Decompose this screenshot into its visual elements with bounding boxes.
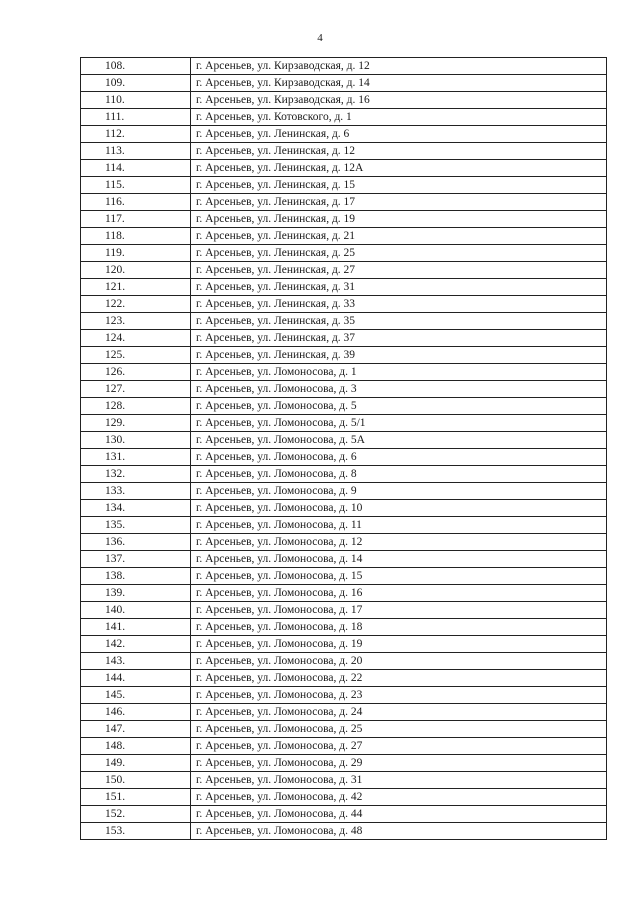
table-row (81, 653, 607, 670)
row-number: 111. (81, 109, 191, 126)
table-row (81, 568, 607, 585)
table-row (81, 466, 607, 483)
row-number: 152. (81, 806, 191, 823)
row-address: г. Арсеньев, ул. Ломоносова, д. 19 (191, 636, 607, 653)
table-row (81, 806, 607, 823)
row-number: 122. (81, 296, 191, 313)
table-row (81, 636, 607, 653)
row-address: г. Арсеньев, ул. Ленинская, д. 39 (191, 347, 607, 364)
table-row (81, 772, 607, 789)
row-number: 128. (81, 398, 191, 415)
row-number: 144. (81, 670, 191, 687)
row-address: г. Арсеньев, ул. Ленинская, д. 37 (191, 330, 607, 347)
row-number: 136. (81, 534, 191, 551)
row-number: 115. (81, 177, 191, 194)
table-row (81, 347, 607, 364)
row-address: г. Арсеньев, ул. Кирзаводская, д. 14 (191, 75, 607, 92)
row-number: 119. (81, 245, 191, 262)
table-row (81, 415, 607, 432)
row-address: г. Арсеньев, ул. Ломоносова, д. 44 (191, 806, 607, 823)
row-address: г. Арсеньев, ул. Ломоносова, д. 24 (191, 704, 607, 721)
row-number: 108. (81, 58, 191, 75)
row-address: г. Арсеньев, ул. Ломоносова, д. 6 (191, 449, 607, 466)
row-number: 140. (81, 602, 191, 619)
table-row (81, 602, 607, 619)
table-row (81, 721, 607, 738)
row-address: г. Арсеньев, ул. Ломоносова, д. 16 (191, 585, 607, 602)
address-table-body (81, 58, 607, 840)
table-row (81, 228, 607, 245)
row-number: 112. (81, 126, 191, 143)
row-number: 132. (81, 466, 191, 483)
row-address: г. Арсеньев, ул. Ломоносова, д. 20 (191, 653, 607, 670)
table-row (81, 109, 607, 126)
row-address: г. Арсеньев, ул. Ломоносова, д. 3 (191, 381, 607, 398)
row-address: г. Арсеньев, ул. Ломоносова, д. 10 (191, 500, 607, 517)
table-row (81, 551, 607, 568)
row-address: г. Арсеньев, ул. Ломоносова, д. 14 (191, 551, 607, 568)
table-row (81, 330, 607, 347)
row-address: г. Арсеньев, ул. Кирзаводская, д. 16 (191, 92, 607, 109)
table-row (81, 585, 607, 602)
row-number: 118. (81, 228, 191, 245)
row-number: 142. (81, 636, 191, 653)
row-number: 134. (81, 500, 191, 517)
row-number: 124. (81, 330, 191, 347)
row-number: 117. (81, 211, 191, 228)
row-address: г. Арсеньев, ул. Ломоносова, д. 29 (191, 755, 607, 772)
row-address: г. Арсеньев, ул. Ломоносова, д. 31 (191, 772, 607, 789)
row-number: 145. (81, 687, 191, 704)
row-number: 138. (81, 568, 191, 585)
table-row (81, 126, 607, 143)
row-address: г. Арсеньев, ул. Ломоносова, д. 11 (191, 517, 607, 534)
table-row (81, 211, 607, 228)
row-address: г. Арсеньев, ул. Ломоносова, д. 27 (191, 738, 607, 755)
row-number: 114. (81, 160, 191, 177)
row-address: г. Арсеньев, ул. Ленинская, д. 15 (191, 177, 607, 194)
row-number: 146. (81, 704, 191, 721)
row-address: г. Арсеньев, ул. Ломоносова, д. 18 (191, 619, 607, 636)
table-row (81, 381, 607, 398)
table-row (81, 755, 607, 772)
row-address: г. Арсеньев, ул. Ломоносова, д. 5А (191, 432, 607, 449)
table-row (81, 398, 607, 415)
table-row (81, 75, 607, 92)
row-number: 131. (81, 449, 191, 466)
row-number: 125. (81, 347, 191, 364)
row-address: г. Арсеньев, ул. Ломоносова, д. 8 (191, 466, 607, 483)
table-row (81, 296, 607, 313)
table-row (81, 670, 607, 687)
page-number: 4 (317, 32, 323, 44)
row-number: 135. (81, 517, 191, 534)
row-number: 141. (81, 619, 191, 636)
table-row (81, 160, 607, 177)
row-address: г. Арсеньев, ул. Ленинская, д. 12А (191, 160, 607, 177)
table-row (81, 92, 607, 109)
row-number: 147. (81, 721, 191, 738)
row-address: г. Арсеньев, ул. Ломоносова, д. 48 (191, 823, 607, 840)
table-row (81, 500, 607, 517)
row-number: 139. (81, 585, 191, 602)
row-address: г. Арсеньев, ул. Ломоносова, д. 23 (191, 687, 607, 704)
table-row (81, 483, 607, 500)
row-number: 150. (81, 772, 191, 789)
row-number: 148. (81, 738, 191, 755)
row-address: г. Арсеньев, ул. Ленинская, д. 17 (191, 194, 607, 211)
row-address: г. Арсеньев, ул. Ленинская, д. 21 (191, 228, 607, 245)
table-row (81, 313, 607, 330)
row-address: г. Арсеньев, ул. Ломоносова, д. 25 (191, 721, 607, 738)
row-address: г. Арсеньев, ул. Ломоносова, д. 17 (191, 602, 607, 619)
table-row (81, 823, 607, 840)
row-address: г. Арсеньев, ул. Ленинская, д. 25 (191, 245, 607, 262)
row-number: 130. (81, 432, 191, 449)
table-row (81, 279, 607, 296)
row-number: 109. (81, 75, 191, 92)
row-number: 149. (81, 755, 191, 772)
row-number: 151. (81, 789, 191, 806)
row-number: 137. (81, 551, 191, 568)
table-row (81, 789, 607, 806)
row-number: 143. (81, 653, 191, 670)
table-row (81, 143, 607, 160)
row-address: г. Арсеньев, ул. Ломоносова, д. 22 (191, 670, 607, 687)
row-address: г. Арсеньев, ул. Ломоносова, д. 12 (191, 534, 607, 551)
table-row (81, 432, 607, 449)
row-number: 123. (81, 313, 191, 330)
table-row (81, 738, 607, 755)
table-row (81, 58, 607, 75)
row-number: 133. (81, 483, 191, 500)
row-address: г. Арсеньев, ул. Кирзаводская, д. 12 (191, 58, 607, 75)
row-address: г. Арсеньев, ул. Ломоносова, д. 1 (191, 364, 607, 381)
row-number: 116. (81, 194, 191, 211)
row-number: 126. (81, 364, 191, 381)
table-row (81, 194, 607, 211)
row-number: 153. (81, 823, 191, 840)
table-row (81, 262, 607, 279)
address-table (80, 57, 607, 840)
row-number: 110. (81, 92, 191, 109)
row-address: г. Арсеньев, ул. Ленинская, д. 35 (191, 313, 607, 330)
row-address: г. Арсеньев, ул. Ломоносова, д. 9 (191, 483, 607, 500)
table-row (81, 364, 607, 381)
row-number: 127. (81, 381, 191, 398)
row-address: г. Арсеньев, ул. Ломоносова, д. 15 (191, 568, 607, 585)
table-row (81, 534, 607, 551)
table-row (81, 245, 607, 262)
row-number: 113. (81, 143, 191, 160)
row-number: 129. (81, 415, 191, 432)
table-row (81, 449, 607, 466)
table-row (81, 704, 607, 721)
table-row (81, 687, 607, 704)
row-address: г. Арсеньев, ул. Ленинская, д. 6 (191, 126, 607, 143)
row-address: г. Арсеньев, ул. Ломоносова, д. 5 (191, 398, 607, 415)
row-address: г. Арсеньев, ул. Ломоносова, д. 5/1 (191, 415, 607, 432)
row-address: г. Арсеньев, ул. Ленинская, д. 33 (191, 296, 607, 313)
row-address: г. Арсеньев, ул. Котовского, д. 1 (191, 109, 607, 126)
row-number: 121. (81, 279, 191, 296)
table-row (81, 517, 607, 534)
row-address: г. Арсеньев, ул. Ленинская, д. 27 (191, 262, 607, 279)
row-address: г. Арсеньев, ул. Ленинская, д. 31 (191, 279, 607, 296)
row-address: г. Арсеньев, ул. Ленинская, д. 12 (191, 143, 607, 160)
row-number: 120. (81, 262, 191, 279)
row-address: г. Арсеньев, ул. Ломоносова, д. 42 (191, 789, 607, 806)
table-row (81, 619, 607, 636)
row-address: г. Арсеньев, ул. Ленинская, д. 19 (191, 211, 607, 228)
table-row (81, 177, 607, 194)
